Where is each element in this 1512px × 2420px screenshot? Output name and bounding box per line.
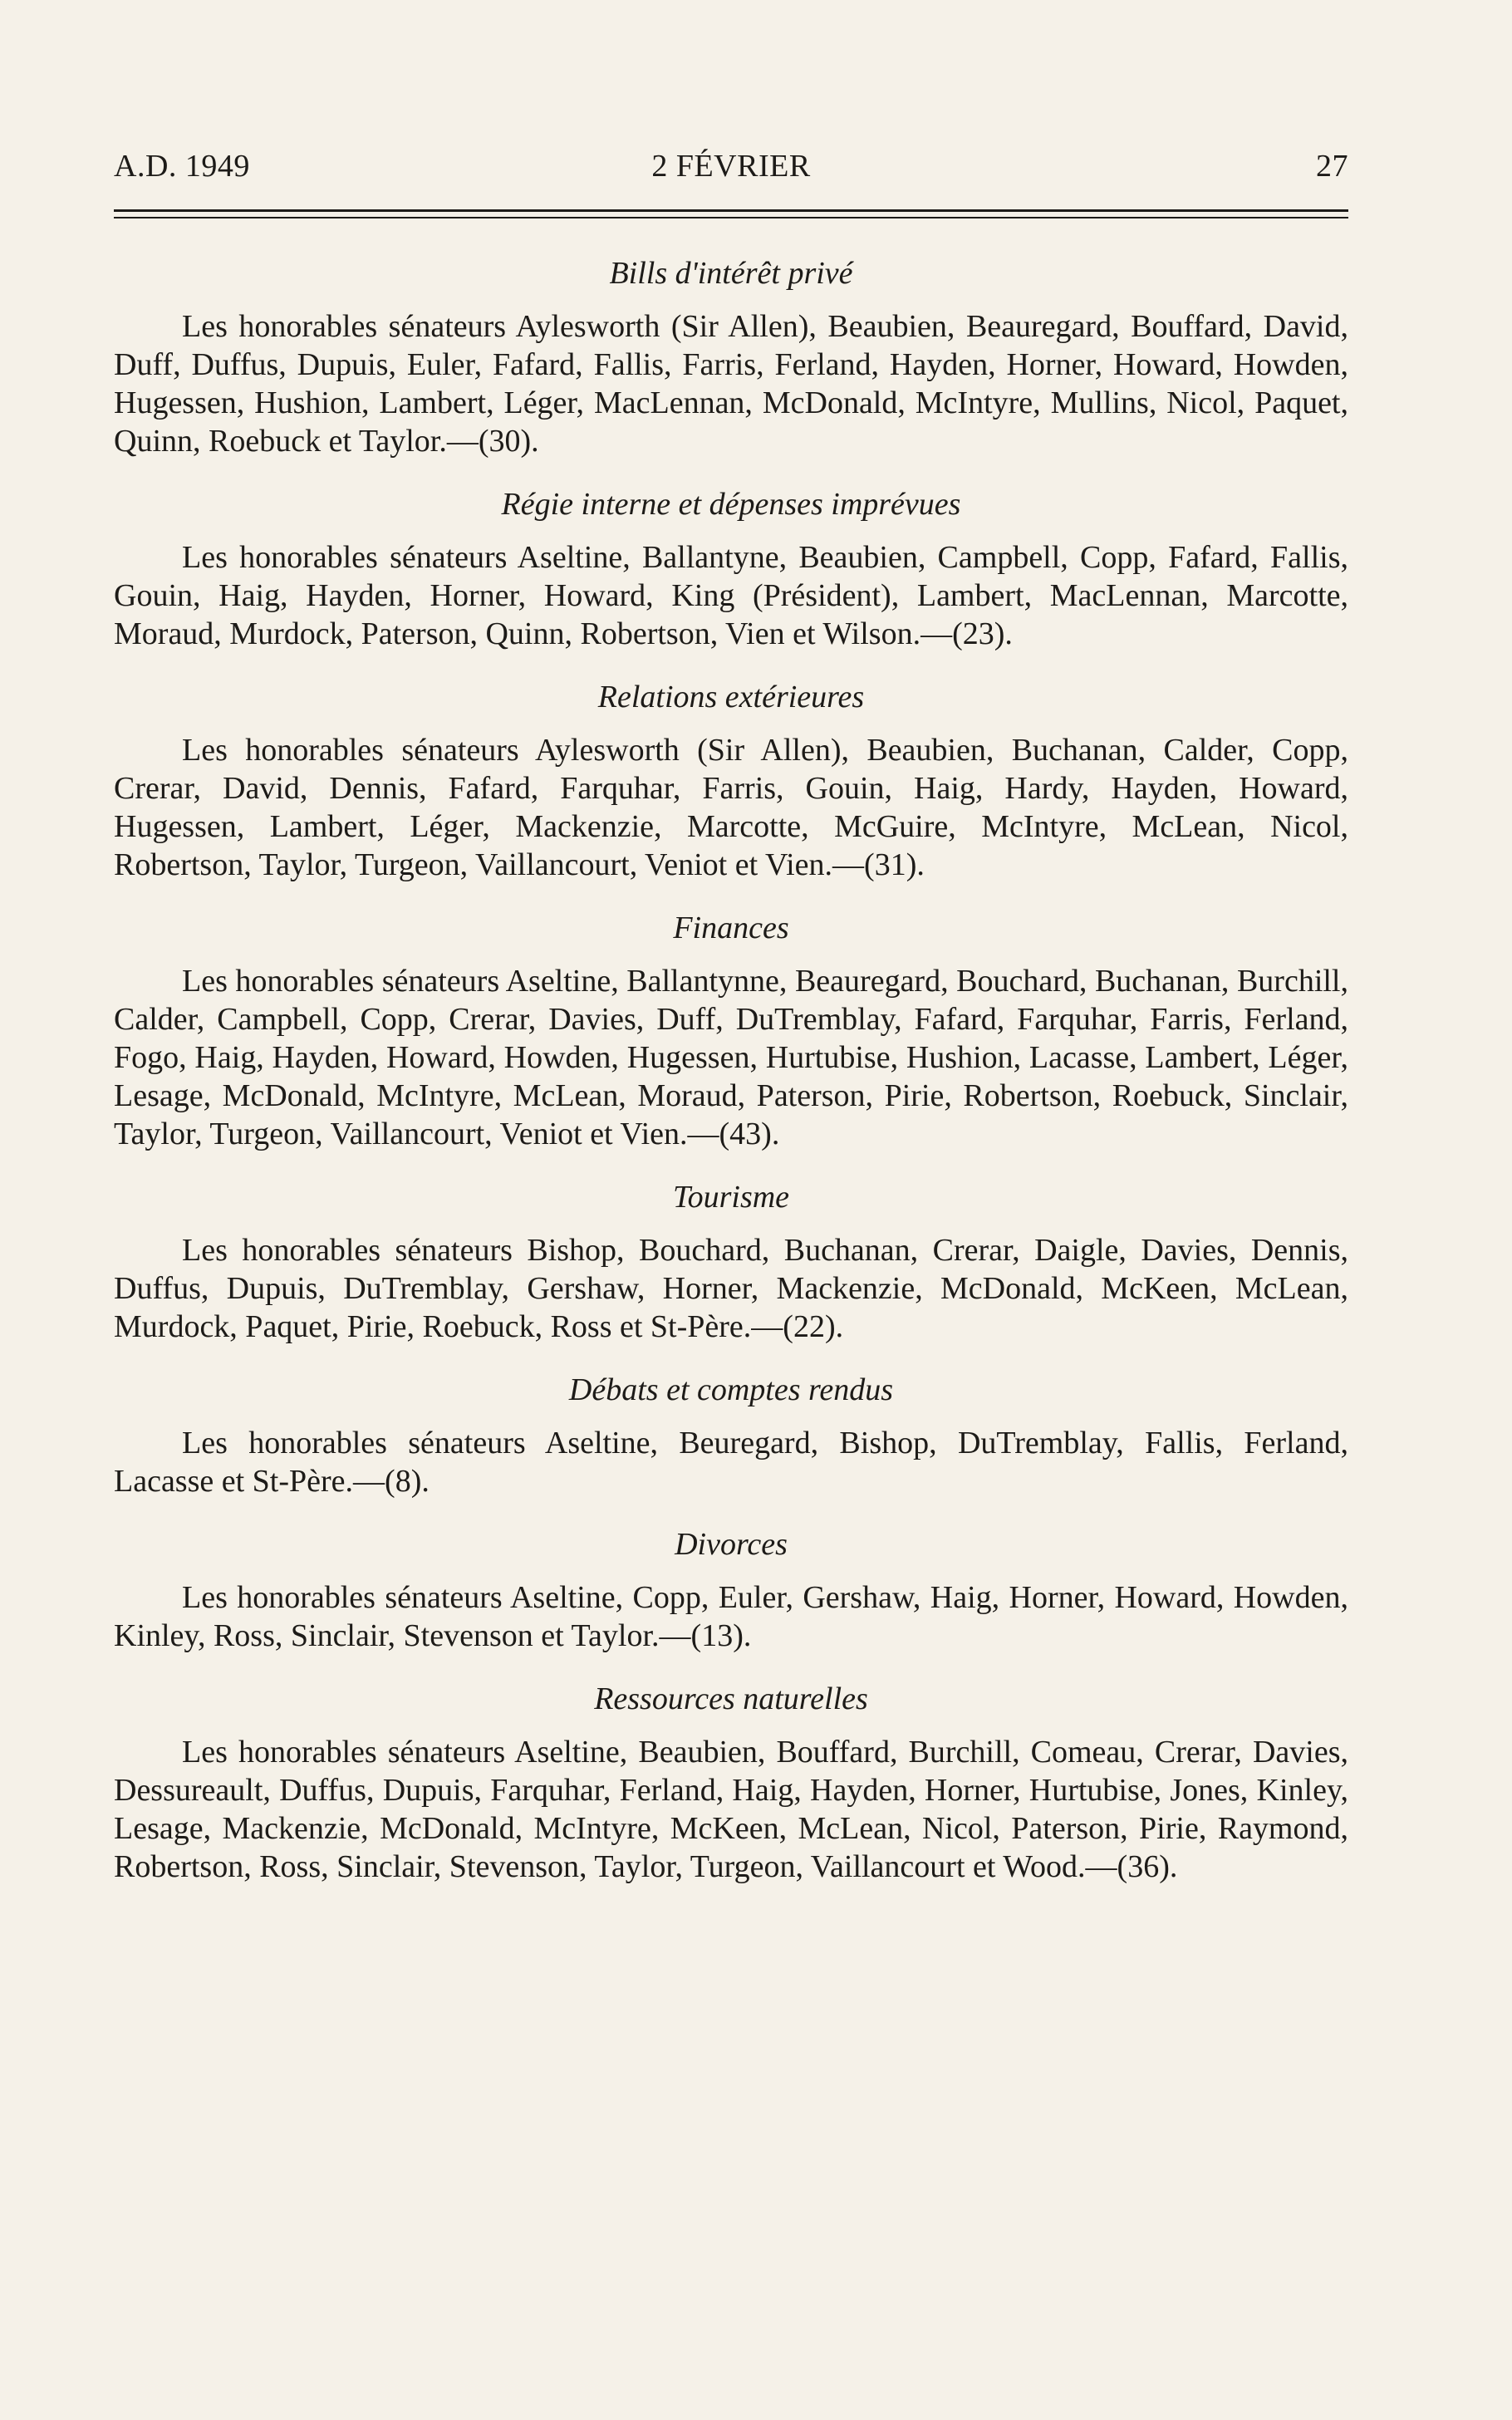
section-members: Les honorables sénateurs Aylesworth (Sir Allen), Beaubien, Buchanan, Calder, Copp, Crerar, David, Dennis, Fafard, Farquhar, Farris, Gouin, Haig, Hardy, Hayden, Howard, Hugessen, Lambert, Léger, Mackenzie, Marcotte, McGuire, McIntyre, McLean, Nicol, Robertson, Taylor, Turgeon, Vaillancourt, Veniot et Vien.—(31). [114,733,1348,882]
section-bills-interet-prive [114,251,1348,460]
section-members: Les honorables sénateurs Aseltine, Copp, Euler, Gershaw, Haig, Horner, Howard, Howden, Kinley, Ross, Sinclair, Stevenson et Taylor.—(13). [114,1580,1348,1653]
section-members: Les honorables sénateurs Bishop, Bouchard, Buchanan, Crerar, Daigle, Davies, Dennis, Duffus, Dupuis, DuTremblay, Gershaw, Horner, Mackenzie, McDonald, McKeen, McLean, Murdock, Paquet, Pirie, Roebuck, Ross et St-Père.—(22). [114,1233,1348,1344]
section-relations-exterieures [114,675,1348,884]
section-members: Les honorables sénateurs Aseltine, Ballantyne, Beaubien, Campbell, Copp, Fafard, Fallis, Gouin, Haig, Hayden, Horner, Howard, King (Président), Lambert, MacLennan, Marcotte, Moraud, Murdock, Paterson, Quinn, Robertson, Vien et Wilson.—(23). [114,540,1348,651]
section-regie-interne [114,482,1348,653]
section-title: Ressources naturelles [594,1681,868,1716]
committee-list [114,243,1348,1907]
section-members: Les honorables sénateurs Aseltine, Ballantynne, Beauregard, Bouchard, Buchanan, Burchill, Calder, Campbell, Copp, Crerar, Davies, Duff, DuTremblay, Fafard, Farquhar, Farris, Ferland, Fogo, Haig, Hayden, Howard, Howden, Hugessen, Hurtubise, Hushion, Lacasse, Lambert, Léger, Lesage, McDonald, McIntyre, McLean, Moraud, Paterson, Pirie, Robertson, Roebuck, Sinclair, Taylor, Turgeon, Vaillancourt, Veniot et Vien.—(43). [114,964,1348,1151]
page-header [114,141,1348,191]
section-members: Les honorables sénateurs Aylesworth (Sir Allen), Beaubien, Beauregard, Bouffard, David, Duff, Duffus, Dupuis, Euler, Fafard, Fallis, Farris, Ferland, Hayden, Horner, Howard, Howden, Hugessen, Hushion, Lambert, Léger, MacLennan, McDonald, McIntyre, Mullins, Nicol, Paquet, Quinn, Roebuck et Taylor.—(30). [114,309,1348,459]
section-title: Bills d'intérêt privé [609,256,853,291]
section-title: Tourisme [672,1180,790,1215]
section-title: Régie interne et dépenses imprévues [501,487,961,522]
section-ressources-naturelles [114,1676,1348,1886]
header-date: 2 FÉVRIER [651,149,811,184]
section-title: Divorces [675,1527,788,1562]
header-rule-bottom [114,217,1348,218]
section-title: Finances [673,911,789,945]
section-finances [114,906,1348,1153]
section-members: Les honorables sénateurs Aseltine, Beuregard, Bishop, DuTremblay, Fallis, Ferland, Lacasse et St-Père.—(8). [114,1426,1348,1499]
section-tourisme [114,1175,1348,1346]
section-title: Relations extérieures [597,680,865,714]
page-number: 27 [1316,149,1348,184]
section-debats [114,1367,1348,1500]
section-divorces [114,1522,1348,1655]
header-year: A.D. 1949 [114,149,250,184]
section-title: Débats et comptes rendus [568,1372,894,1407]
header-rule-top [114,209,1348,212]
section-members: Les honorables sénateurs Aseltine, Beaubien, Bouffard, Burchill, Comeau, Crerar, Davies, Dessureault, Duffus, Dupuis, Farquhar, Ferland, Haig, Hayden, Horner, Hurtubise, Jones, Kinley, Lesage, Mackenzie, McDonald, McIntyre, McKeen, McLean, Nicol, Paterson, Pirie, Raymond, Robertson, Ross, Sinclair, Stevenson, Taylor, Turgeon, Vaillancourt et Wood.—(36). [114,1735,1348,1884]
